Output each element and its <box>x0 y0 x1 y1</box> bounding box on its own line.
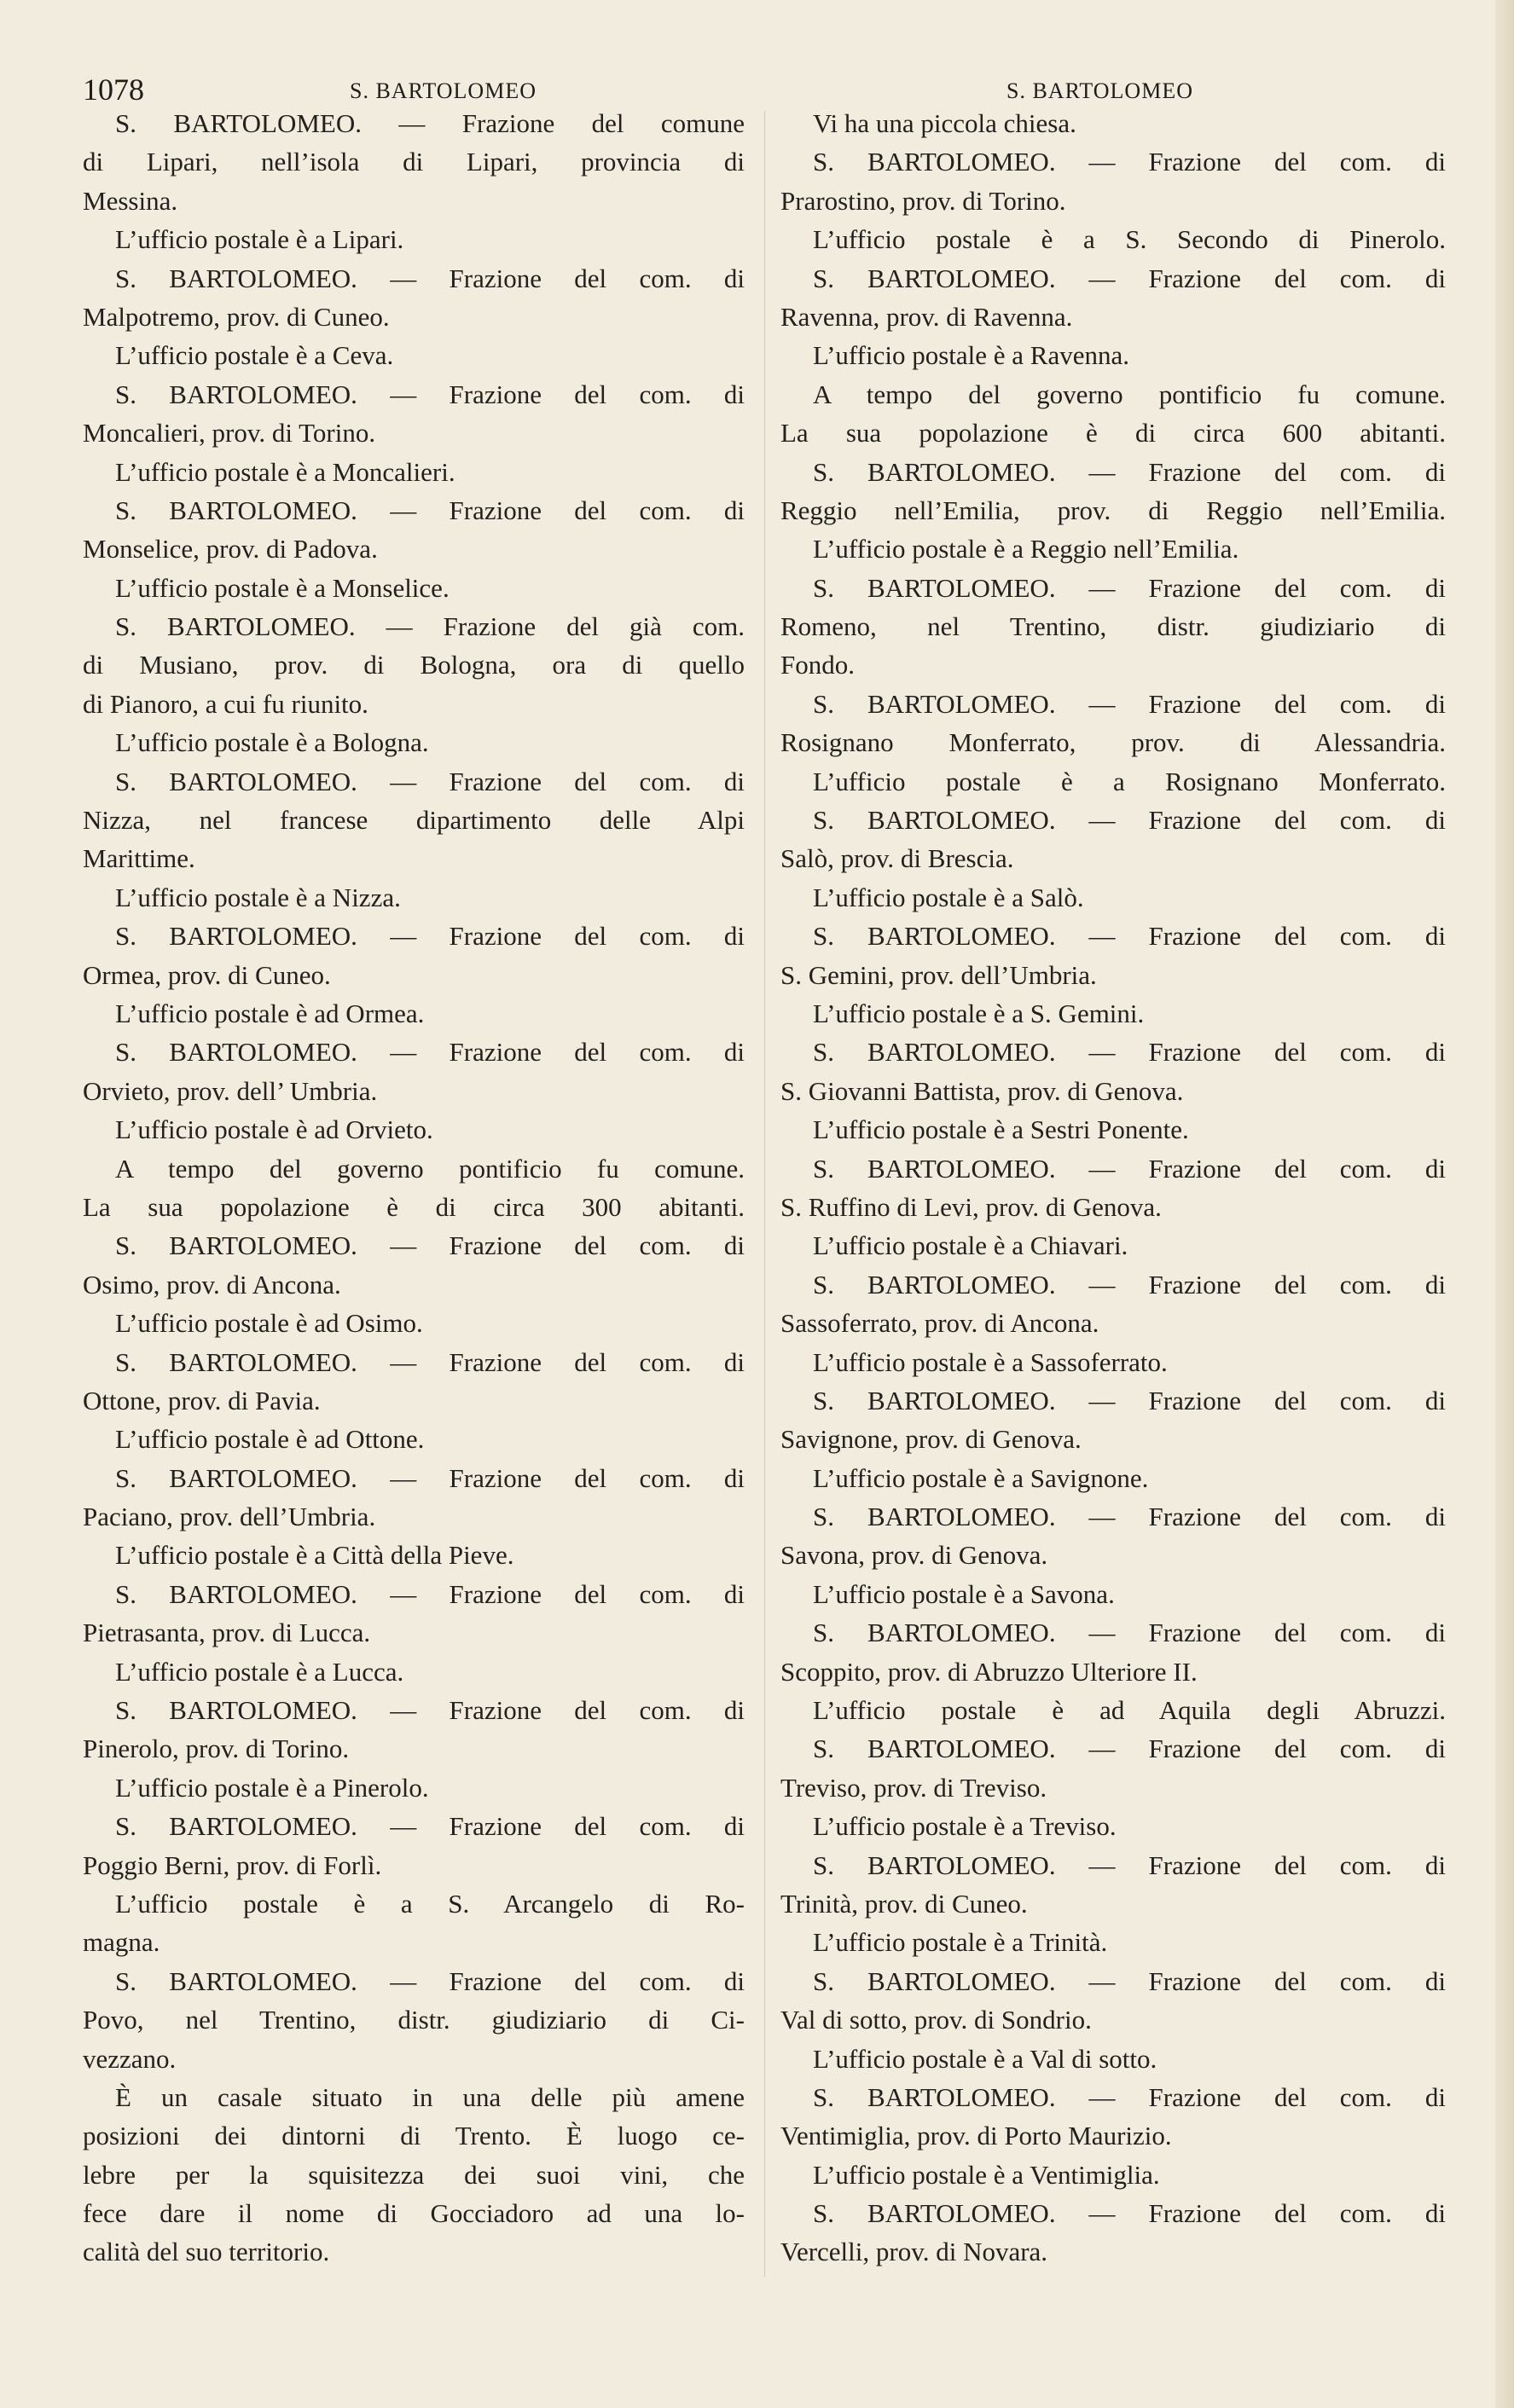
text-line: S. BARTOLOMEO. — Frazione del com. di <box>115 379 745 409</box>
text-line: L’ufficio postale è ad Ottone. <box>115 1424 425 1455</box>
text-line: L’ufficio postale è a Chiavari. <box>813 1230 1128 1261</box>
text-line: Nizza, nel francese dipartimento delle Alpi <box>83 805 745 836</box>
text-line: L’ufficio postale è a Savignone. <box>813 1462 1149 1493</box>
text-line: L’ufficio postale è a Reggio nell’Emilia. <box>813 534 1239 564</box>
text-line: S. BARTOLOMEO. — Frazione del com. di <box>115 1037 745 1068</box>
text-line: L’ufficio postale è a Savona. <box>813 1578 1115 1609</box>
text-line: Sassoferrato, prov. di Ancona. <box>780 1308 1099 1339</box>
text-line: L’ufficio postale è a Lipari. <box>115 224 404 255</box>
text-line: L’ufficio postale è ad Ormea. <box>115 998 425 1028</box>
text-line: S. BARTOLOMEO. — Frazione del com. di <box>115 1462 745 1493</box>
column-divider <box>764 111 765 2277</box>
text-line: di Musiano, prov. di Bologna, ora di quello <box>83 650 745 680</box>
text-line: Povo, nel Trentino, distr. giudiziario di Ci- <box>83 2005 745 2035</box>
left-text-column <box>83 104 745 2272</box>
text-line: S. BARTOLOMEO. — Frazione del comune <box>115 108 745 138</box>
running-head-right: S. BARTOLOMEO <box>1006 78 1193 103</box>
text-line: S. BARTOLOMEO. — Frazione del com. di <box>115 921 745 952</box>
text-line: S. BARTOLOMEO. — Frazione del com. di <box>813 1153 1446 1184</box>
text-line: Marittime. <box>83 843 195 874</box>
text-line: L’ufficio postale è a Ceva. <box>115 340 394 371</box>
text-line: S. BARTOLOMEO. — Frazione del com. di <box>813 2198 1446 2229</box>
text-line: L’ufficio postale è a Pinerolo. <box>115 1772 429 1803</box>
text-line: L’ufficio postale è a Treviso. <box>813 1811 1117 1842</box>
text-line: Malpotremo, prov. di Cuneo. <box>83 301 390 332</box>
text-line: posizioni dei dintorni di Trento. È luogo ce- <box>83 2121 745 2151</box>
text-line: L’ufficio postale è ad Osimo. <box>115 1308 423 1339</box>
text-line: S. BARTOLOMEO. — Frazione del com. di <box>813 572 1446 603</box>
text-line: L’ufficio postale è a Ventimiglia. <box>813 2159 1160 2190</box>
text-line: Vi ha una piccola chiesa. <box>813 108 1076 138</box>
text-line: S. BARTOLOMEO. — Frazione del com. di <box>813 1502 1446 1532</box>
text-line: S. BARTOLOMEO. — Frazione del com. di <box>115 1346 745 1377</box>
text-line: S. BARTOLOMEO. — Frazione del com. di <box>813 1734 1446 1764</box>
text-line: S. BARTOLOMEO. — Frazione del com. di <box>115 766 745 796</box>
text-line: L’ufficio postale è ad Aquila degli Abruzzi. <box>813 1695 1446 1726</box>
text-line: fece dare il nome di Gocciadoro ad una lo- <box>83 2198 745 2229</box>
text-line: S. BARTOLOMEO. — Frazione del com. di <box>813 921 1446 952</box>
text-line: L’ufficio postale è a Trinità. <box>813 1927 1108 1958</box>
text-line: L’ufficio postale è a Salò. <box>813 882 1084 912</box>
text-line: S. BARTOLOMEO. — Frazione del com. di <box>813 688 1446 719</box>
text-line: La sua popolazione è di circa 600 abitanti. <box>780 418 1446 449</box>
text-line: Treviso, prov. di Treviso. <box>780 1772 1047 1803</box>
text-line: S. BARTOLOMEO. — Frazione del com. di <box>813 2081 1446 2112</box>
text-line: Val di sotto, prov. di Sondrio. <box>780 2005 1092 2035</box>
text-line: S. BARTOLOMEO. — Frazione del com. di <box>115 1965 745 1996</box>
text-line: Salò, prov. di Brescia. <box>780 843 1014 874</box>
text-line: Fondo. <box>780 650 855 680</box>
text-line: S. BARTOLOMEO. — Frazione del com. di <box>813 1385 1446 1415</box>
text-line: L’ufficio postale è a Ravenna. <box>813 340 1130 371</box>
text-line: Prarostino, prov. di Torino. <box>780 185 1066 216</box>
text-line: Moncalieri, prov. di Torino. <box>83 418 376 449</box>
text-line: L’ufficio postale è a Sestri Ponente. <box>813 1114 1189 1145</box>
text-line: S. BARTOLOMEO. — Frazione del com. di <box>115 1811 745 1842</box>
text-line: L’ufficio postale è a S. Arcangelo di Ro- <box>115 1888 745 1919</box>
text-line: S. BARTOLOMEO. — Frazione del com. di <box>115 1578 745 1609</box>
running-head-left: S. BARTOLOMEO <box>350 78 537 103</box>
page-edge <box>1495 0 1514 2408</box>
text-line: L’ufficio postale è a Città della Pieve. <box>115 1540 514 1571</box>
text-line: Pietrasanta, prov. di Lucca. <box>83 1618 371 1648</box>
text-line: Orvieto, prov. dell’ Umbria. <box>83 1075 378 1106</box>
text-line: Savignone, prov. di Genova. <box>780 1424 1082 1455</box>
text-line: L’ufficio postale è a Lucca. <box>115 1656 404 1687</box>
text-line: L’ufficio postale è a S. Secondo di Pinerolo. <box>813 224 1446 255</box>
text-line: di Lipari, nell’isola di Lipari, provincia di <box>83 147 745 177</box>
text-line: S. BARTOLOMEO. — Frazione del com. di <box>813 147 1446 177</box>
text-line: calità del suo territorio. <box>83 2237 330 2267</box>
text-line: È un casale situato in una delle più amene <box>115 2081 745 2112</box>
right-text-column <box>780 104 1446 2272</box>
text-line: S. BARTOLOMEO. — Frazione del com. di <box>813 1269 1446 1300</box>
text-line: L’ufficio postale è a Nizza. <box>115 882 401 912</box>
text-line: Ventimiglia, prov. di Porto Maurizio. <box>780 2121 1172 2151</box>
text-line: Rosignano Monferrato, prov. di Alessandria. <box>780 727 1446 758</box>
text-line: Pinerolo, prov. di Torino. <box>83 1734 350 1764</box>
text-line: Reggio nell’Emilia, prov. di Reggio nell’Emilia. <box>780 495 1446 525</box>
text-line: Poggio Berni, prov. di Forlì. <box>83 1849 382 1880</box>
text-line: La sua popolazione è di circa 300 abitanti. <box>83 1191 745 1222</box>
text-line: S. BARTOLOMEO. — Frazione del com. di <box>813 263 1446 293</box>
text-line: Romeno, nel Trentino, distr. giudiziario di <box>780 611 1446 642</box>
text-line: Vercelli, prov. di Novara. <box>780 2237 1048 2267</box>
text-line: S. BARTOLOMEO. — Frazione del già com. <box>115 611 745 642</box>
text-line: Osimo, prov. di Ancona. <box>83 1269 341 1300</box>
text-line: S. Ruffino di Levi, prov. di Genova. <box>780 1191 1162 1222</box>
text-line: Savona, prov. di Genova. <box>780 1540 1048 1571</box>
text-line: L’ufficio postale è a Monselice. <box>115 572 450 603</box>
page-number: 1078 <box>83 72 144 107</box>
text-line: L’ufficio postale è a Sassoferrato. <box>813 1346 1168 1377</box>
text-line: L’ufficio postale è a Bologna. <box>115 727 429 758</box>
text-line: S. BARTOLOMEO. — Frazione del com. di <box>813 1618 1446 1648</box>
text-line: di Pianoro, a cui fu riunito. <box>83 688 368 719</box>
text-line: Monselice, prov. di Padova. <box>83 534 378 564</box>
text-line: Paciano, prov. dell’Umbria. <box>83 1502 376 1532</box>
text-line: S. BARTOLOMEO. — Frazione del com. di <box>115 1695 745 1726</box>
text-line: S. BARTOLOMEO. — Frazione del com. di <box>115 1230 745 1261</box>
text-line: L’ufficio postale è a Moncalieri. <box>115 456 455 487</box>
text-line: S. BARTOLOMEO. — Frazione del com. di <box>115 495 745 525</box>
text-line: S. BARTOLOMEO. — Frazione del com. di <box>813 456 1446 487</box>
text-line: A tempo del governo pontificio fu comune. <box>813 379 1446 409</box>
text-line: S. BARTOLOMEO. — Frazione del com. di <box>813 1849 1446 1880</box>
text-line: Ottone, prov. di Pavia. <box>83 1385 321 1415</box>
text-line: Ravenna, prov. di Ravenna. <box>780 301 1073 332</box>
text-line: Scoppito, prov. di Abruzzo Ulteriore II. <box>780 1656 1198 1687</box>
text-line: L’ufficio postale è a Rosignano Monferrato. <box>813 766 1446 796</box>
text-line: Messina. <box>83 185 178 216</box>
text-line: L’ufficio postale è ad Orvieto. <box>115 1114 433 1145</box>
text-line: Ormea, prov. di Cuneo. <box>83 959 331 990</box>
text-line: S. BARTOLOMEO. — Frazione del com. di <box>813 1037 1446 1068</box>
text-line: S. Gemini, prov. dell’Umbria. <box>780 959 1097 990</box>
text-line: Trinità, prov. di Cuneo. <box>780 1888 1028 1919</box>
text-line: S. Giovanni Battista, prov. di Genova. <box>780 1075 1184 1106</box>
text-line: S. BARTOLOMEO. — Frazione del com. di <box>813 1965 1446 1996</box>
text-line: S. BARTOLOMEO. — Frazione del com. di <box>115 263 745 293</box>
text-line: vezzano. <box>83 2043 177 2074</box>
text-line: L’ufficio postale è a S. Gemini. <box>813 998 1145 1028</box>
text-line: S. BARTOLOMEO. — Frazione del com. di <box>813 805 1446 836</box>
text-line: lebre per la squisitezza dei suoi vini, che <box>83 2159 745 2190</box>
text-line: A tempo del governo pontificio fu comune. <box>115 1153 745 1184</box>
text-line: L’ufficio postale è a Val di sotto. <box>813 2043 1157 2074</box>
text-line: magna. <box>83 1927 160 1958</box>
